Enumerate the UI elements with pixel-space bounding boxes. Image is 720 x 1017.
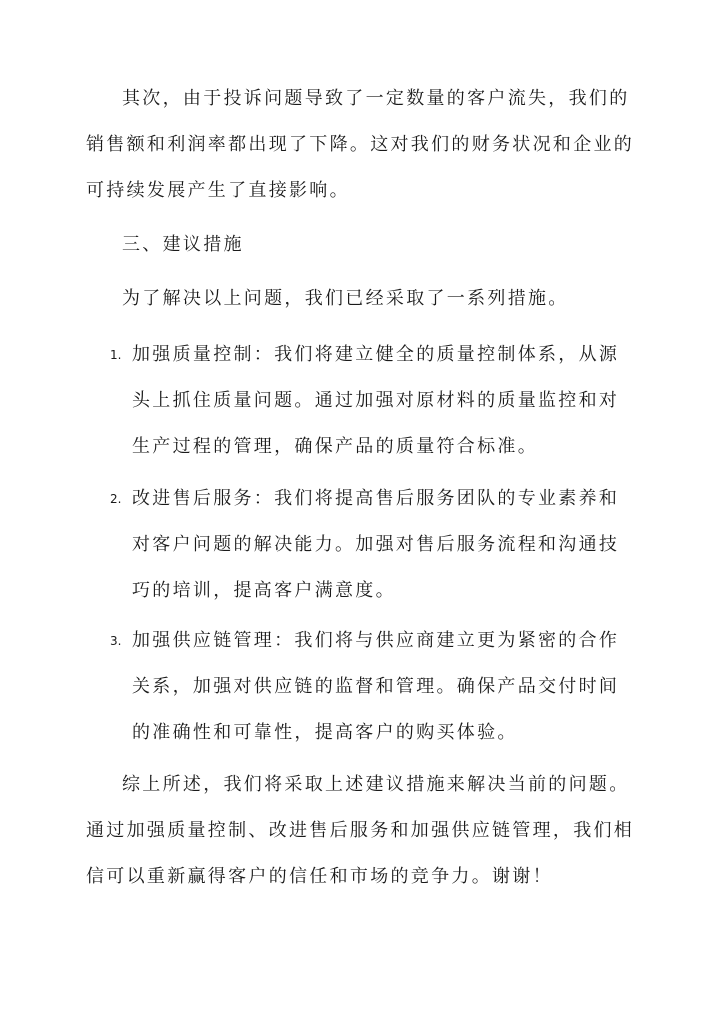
list-item-number: 2. — [110, 492, 122, 506]
list-item-text: 改进售后服务：我们将提高售后服务团队的专业素养和对客户问题的解决能力。加强对售后服务流程和沟通技巧的培训，提高客户满意度。 — [132, 488, 620, 601]
list-item-number: 1. — [110, 348, 122, 362]
paragraph-impact — [86, 76, 646, 214]
section-heading: 三、建议措施 — [122, 234, 244, 255]
list-item-text: 加强质量控制：我们将建立健全的质量控制体系，从源头上抓住质量问题。通过加强对原材料的质量监控和对生产过程的管理，确保产品的质量符合标准。 — [132, 344, 620, 457]
paragraph-impact-text: 其次，由于投诉问题导致了一定数量的客户流失，我们的销售额和利润率都出现了下降。这对我们的财务状况和企业的可持续发展产生了直接影响。 — [86, 88, 635, 201]
paragraph-conclusion — [86, 762, 646, 900]
list-item-text: 加强供应链管理：我们将与供应商建立更为紧密的合作关系，加强对供应链的监督和管理。确保产品交付时间的准确性和可靠性，提高客户的购买体验。 — [132, 630, 620, 743]
list-item-number: 3. — [110, 634, 122, 648]
paragraph-conclusion-text: 综上所述，我们将采取上述建议措施来解决当前的问题。通过加强质量控制、改进售后服务和加强供应链管理，我们相信可以重新赢得客户的信任和市场的竞争力。谢谢！ — [86, 774, 635, 887]
intro-paragraph: 为了解决以上问题，我们已经采取了一系列措施。 — [122, 288, 569, 309]
